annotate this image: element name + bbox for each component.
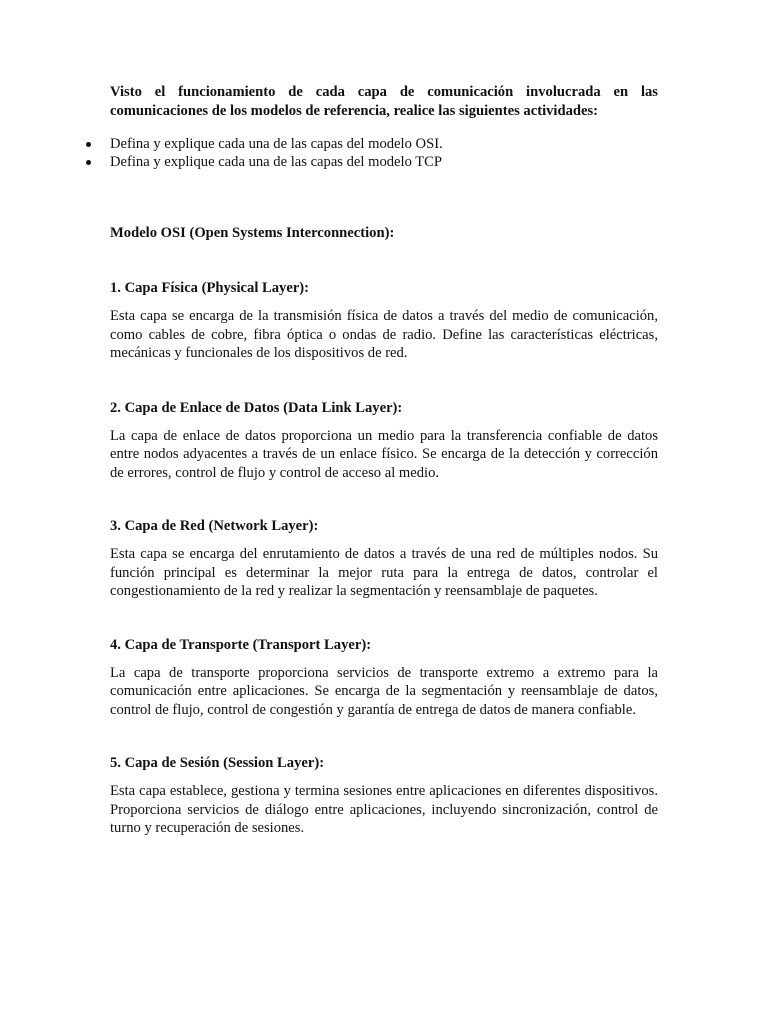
- section-heading: 3. Capa de Red (Network Layer):: [110, 518, 319, 534]
- section-body: Esta capa se encarga del enrutamiento de datos a través de una red de múltiples nodos. Su función principal es determinar la mejor ruta para la entrega de datos, controlar el congestionamiento de la red y realizar la segmentación y reensamblaje de paquetes.: [110, 546, 658, 599]
- section-body: Esta capa se encarga de la transmisión física de datos a través del medio de comunicación, como cables de cobre, fibra óptica o ondas de radio. Define las características eléctricas, mecánicas y funcionales de los dispositivos de red.: [110, 308, 658, 361]
- section-session-layer: [110, 754, 658, 838]
- section-body: Esta capa establece, gestiona y termina sesiones entre aplicaciones en diferentes dispositivos. Proporciona servicios de diálogo entre aplicaciones, incluyendo sincronización, control de turno y recuperación de sesiones.: [110, 783, 658, 836]
- section-data-link-layer: [110, 399, 658, 483]
- intro-paragraph: Visto el funcionamiento de cada capa de comunicación involucrada en las comunicaciones de los modelos de referencia, realice las siguientes actividades:: [110, 84, 658, 119]
- section-heading: 2. Capa de Enlace de Datos (Data Link Layer):: [110, 399, 403, 416]
- list-item-text: Defina y explique cada una de las capas del modelo OSI.: [110, 136, 443, 152]
- section-physical-layer: [110, 279, 658, 363]
- section-body: La capa de transporte proporciona servicios de transporte extremo a extremo para la comunicación entre aplicaciones. Se encarga de la segmentación y reensamblaje de datos, control de flujo, control de congestión y garantía de entrega de datos de manera confiable.: [110, 664, 658, 718]
- bullet-icon: [86, 160, 91, 165]
- section-transport-layer: [110, 636, 658, 720]
- model-title: Modelo OSI (Open Systems Interconnection):: [110, 225, 395, 241]
- document-body: [110, 83, 658, 838]
- section-body: La capa de enlace de datos proporciona un medio para la transferencia confiable de datos entre nodos adyacentes a través de un enlace físico. Se encarga de la detección y corrección de errores, control de flujo y control de acceso al medio.: [110, 427, 658, 481]
- activity-list: [88, 135, 658, 171]
- bullet-icon: [86, 142, 91, 147]
- list-item: [88, 135, 658, 153]
- section-heading: 4. Capa de Transporte (Transport Layer):: [110, 636, 372, 653]
- list-item-text: Defina y explique cada una de las capas del modelo TCP: [110, 154, 443, 170]
- section-heading: 1. Capa Física (Physical Layer):: [110, 280, 310, 296]
- list-item: [88, 153, 658, 171]
- section-heading: 5. Capa de Sesión (Session Layer):: [110, 755, 325, 771]
- section-network-layer: [110, 517, 658, 601]
